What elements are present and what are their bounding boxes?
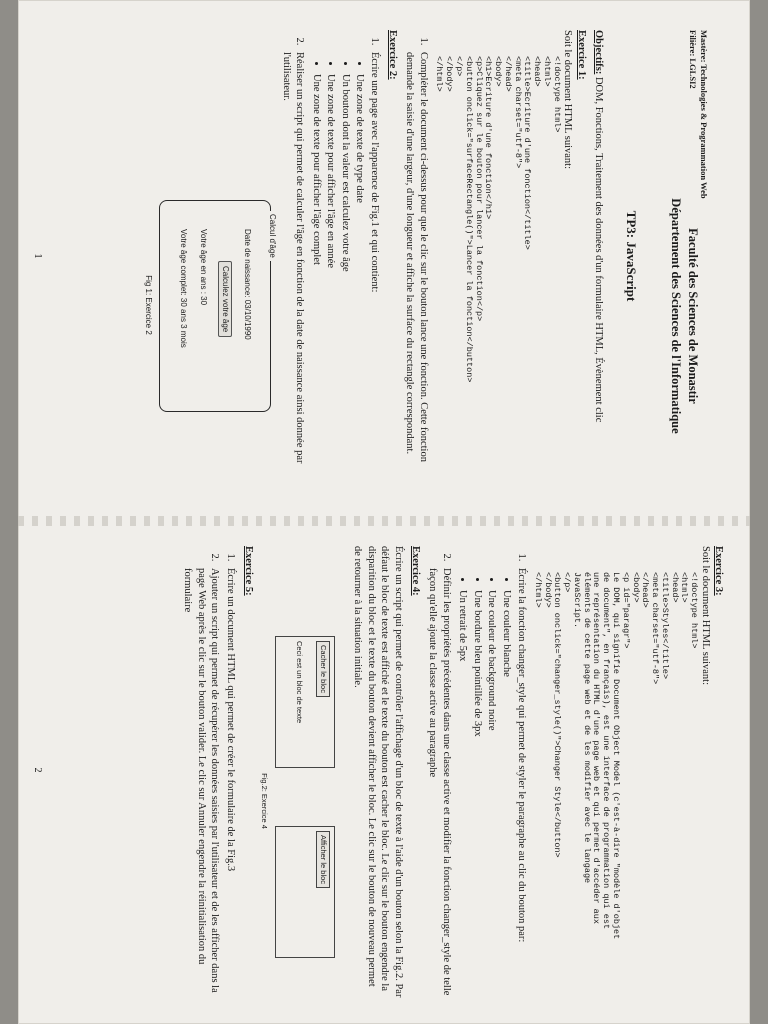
page2-body	[177, 546, 725, 998]
exercise-3-question-1	[456, 564, 528, 998]
exercise-4-title: Exercice 4:	[410, 546, 422, 596]
figure-2-hide-button: Cacher le bloc	[316, 641, 330, 697]
track-label: Filière: LGLSI2	[687, 30, 698, 89]
figure-1-age-years: Votre âge en ans : 30	[199, 229, 209, 306]
exercise-3-code: <!doctype html> <html> <head> <title>Styles</title> <meta charset="utf-8"> </head> <body> <p id="paragr"> Le DOM, qui signifie Document Object Model (c'est-à-dire "modèle d'objet de document", en français), est une interface de programmation qui est une représentation du HTML d'une page web et qui permet d'accéder aux éléments de cette page web et de les modifier avec le langage JavaScript. </p> <button onclick="changer_style()">Changer Style</button> </body> </html>	[532, 572, 700, 940]
faculty-name: Faculté des Sciences de Monastir	[686, 228, 700, 404]
exercise-5-question-2: 2. Ajouter un script qui permet de récupérer les données saisies par l'utilisateur et de les afficher dans la page Web après le clic sur le bouton valider. Le clic sur Annuler engendre la réinitialisation du formulaire	[181, 564, 221, 998]
figure-1-button: Calculez votre âge	[218, 261, 232, 337]
exercise-2-questions	[279, 48, 381, 488]
exercise-2-question-2: 2. Réaliser un script qui permet de calculer l'âge en fonction de la date de naissance ainsi donnée par l'utilisateur.	[279, 48, 306, 488]
exercise-2-question-1	[309, 48, 381, 488]
list-item: • Un bouton dont la valeur est calculez votre âge	[338, 74, 351, 488]
faculty-header	[667, 120, 701, 512]
exercise-2-bullets	[309, 74, 366, 488]
exercise-3-bullets	[456, 590, 513, 998]
list-item: • Une zone de texte pour afficher l'âge en année	[324, 74, 337, 488]
figure-2-state-b	[275, 826, 335, 958]
exercise-1-question-1: 1. Compléter le document ci-dessus pour que le clic sur le bouton lance une fonction. Cette fonction demande la saisie d'une largeur, d'une longueur et affiche la surface du rectangle correspondant.	[403, 48, 430, 488]
page-1	[18, 0, 749, 512]
exercise-2-question-1-text: Écrire une page avec l'apparence de Fig.1 et qui contient:	[369, 52, 381, 293]
figure-2-caption: Fig.2: Exercice 4	[259, 773, 269, 829]
exercise-5-questions	[181, 564, 238, 998]
exercise-1-code: <!doctype html> <html> <head> <title>Ecriture d'une fonction</title> <meta charset="utf-8"> </head> <body> <h1>Ecriture d'une fonction</h1> <p>Cliquez sur le bouton pour lancer la fonction</p> <button onclick="surfaceRectangle()">Lancer la fonction</button> </p> </body> </html>	[434, 56, 562, 383]
page-number: 2	[31, 767, 43, 773]
page1-body	[143, 30, 609, 488]
exercise-1-title: Exercice 1:	[575, 30, 587, 80]
figure-1-date: Date de naissance: 03/10/1990	[243, 229, 253, 340]
objectives	[592, 30, 605, 488]
figure-2-show-button: Afficher le bloc	[316, 831, 330, 888]
page-2	[18, 516, 749, 1024]
exercise-1-questions	[403, 48, 430, 488]
exercise-3-question-2: 2. Définir les propriétés précédentes dans une classe active et modifier la fonction changer_style de telle façon qu'elle ajoute la classe active au paragraphe	[426, 564, 453, 998]
exercise-3-questions	[426, 564, 528, 998]
list-item: • Une bordure bleu pointillée de 3px	[470, 590, 483, 998]
page-number: 1	[31, 253, 43, 259]
objectives-label: Objectifs:	[593, 30, 604, 75]
department-name: Département des Sciences de l'Informatique	[669, 198, 684, 434]
list-item: • Un retrait de 5px	[456, 590, 469, 998]
exercise-2-title: Exercice 2:	[386, 30, 398, 80]
figure-1	[159, 200, 278, 412]
exercise-3-intro: Soit le document HTML suivant:	[699, 546, 711, 686]
list-item: • Une zone de texte de type date	[353, 74, 366, 488]
figure-2-state-a	[275, 636, 335, 768]
objectives-text: DOM, Fonctions, Traitement des données d'un formulaire HTML, Évènement clic	[593, 76, 604, 423]
list-item: • Une couleur de background noire	[485, 590, 498, 998]
tp-title: TP3: JavaScript	[624, 210, 639, 302]
exercise-5-question-1: 1. Écrire un document HTML qui permet de créer le formulaire de la Fig.3	[224, 564, 237, 998]
exercise-5-title: Exercice 5:	[242, 546, 254, 596]
figure-2	[255, 636, 345, 966]
program-label: Mastère: Technologies & Programmation Web	[699, 30, 709, 199]
exercise-1-intro: Soit le document HTML suivant:	[562, 30, 574, 170]
figure-1-caption: Fig 1: Exercice 2	[144, 275, 154, 335]
exercise-4-text: Écrire un script qui permet de contrôler l'affichage d'un bloc de texte à l'aide d'un bouton selon la Fig.2. Par défaut le bloc de texte est affiché et le texte du bouton est cacher le bloc. Le clic sur le bouton engendre la disparition du bloc et le texte du bouton devient afficher le bloc. Le clic sur le bouton de nouveau permet de retourner à la situation initiale.	[352, 546, 404, 998]
exercise-3-question-1-text: Écrire la fonction changer_style qui permet de styler le paragraphe au clic du bouton par:	[516, 568, 528, 943]
figure-1-legend: Calcul d'âge	[267, 211, 277, 261]
list-item: • Une zone de texte pour afficher l'âge complet	[309, 74, 322, 488]
exercise-3-title: Exercice 3:	[713, 546, 724, 596]
figure-2-text-block: Ceci est un bloc de texte	[294, 641, 304, 724]
figure-1-age-full: Votre âge complet: 30 ans 3 mois	[179, 229, 189, 348]
list-item: • Une couleur blanche	[499, 590, 512, 998]
